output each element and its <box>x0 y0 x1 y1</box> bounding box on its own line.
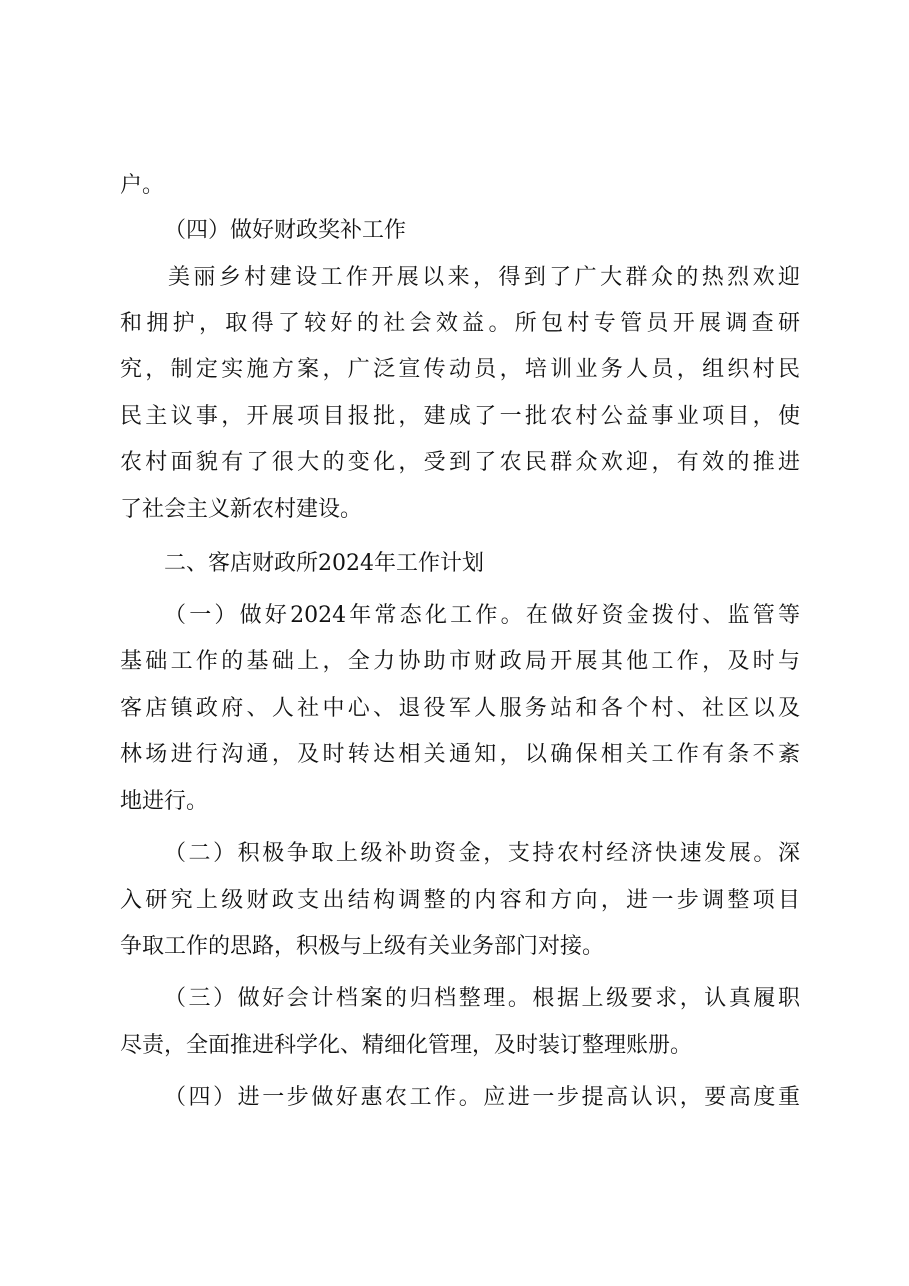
section-heading: 二、客店财政所2024年工作计划 <box>164 551 484 576</box>
text-line: 争取工作的思路，积极与上级有关业务部门对接。 <box>120 934 605 959</box>
text-line: 入研究上级财政支出结构调整的内容和方向，进一步调整项目 <box>120 888 800 913</box>
text-line: （二）积极争取上级补助资金，支持农村经济快速发展。深 <box>164 841 800 866</box>
text-line: 农村面貌有了很大的变化，受到了农民群众欢迎，有效的推进 <box>120 450 800 475</box>
text-line: 户。 <box>120 173 165 198</box>
text-line: 地进行。 <box>120 789 209 814</box>
text-line: （四）进一步做好惠农工作。应进一步提高认识，要高度重 <box>164 1085 800 1110</box>
text-line: 了社会主义新农村建设。 <box>120 497 363 522</box>
text-line: 客店镇政府、人社中心、退役军人服务站和各个村、社区以及 <box>120 696 800 721</box>
text-line: 和拥护，取得了较好的社会效益。所包村专管员开展调查研 <box>120 311 800 336</box>
text-line: 林场进行沟通，及时转达相关通知，以确保相关工作有条不紊 <box>120 742 800 767</box>
text-line: 美丽乡村建设工作开展以来，得到了广大群众的热烈欢迎 <box>168 265 800 290</box>
text-line: 民主议事，开展项目报批，建成了一批农村公益事业项目，使 <box>120 404 800 429</box>
text-line: 尽责，全面推进科学化、精细化管理，及时装订整理账册。 <box>120 1033 693 1058</box>
text-line: 究，制定实施方案，广泛宣传动员，培训业务人员，组织村民 <box>120 357 800 382</box>
text-line: 基础工作的基础上，全力协助市财政局开展其他工作，及时与 <box>120 649 800 674</box>
text-line: （一）做好2024年常态化工作。在做好资金拨付、监管等 <box>164 603 800 628</box>
text-line: （三）做好会计档案的归档整理。根据上级要求，认真履职 <box>164 986 800 1011</box>
section-heading: （四）做好财政奖补工作 <box>164 218 407 243</box>
